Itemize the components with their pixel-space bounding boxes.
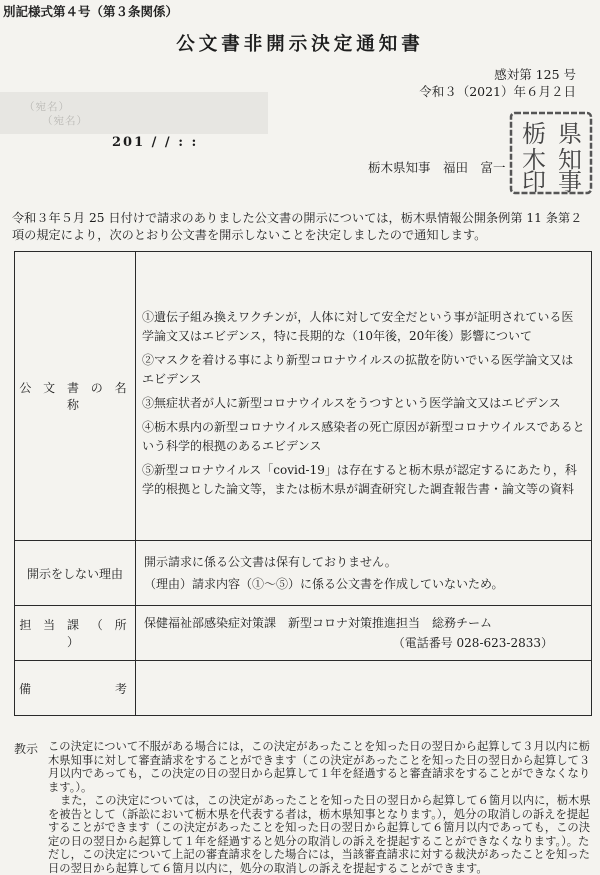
- reason-label: 開示をしない理由: [15, 541, 136, 606]
- svg-text:知: 知: [558, 146, 582, 174]
- list-item: ①遺伝子組み換えワクチンが，人体に対して安全だという事が証明されている医学論文又はエビデンス，特に長期的な（10年後，20年後）影響について: [142, 310, 574, 343]
- sender-name: 栃木県知事 福田 富一: [368, 160, 506, 175]
- department-value: 保健福祉部感染症対策課 新型コロナ対策推進担当 総務チーム: [144, 616, 493, 630]
- addressee-faint-line: （宛名）: [24, 101, 70, 113]
- instructions-paragraph-2: また，この決定については，この決定があったことを知った日の翌日から起算して６箇月以内に，栃木県を被告として（訴訟において栃木県を代表する者は，栃木県知事となります。），処分の取消しの訴えを提起することができます（この決定があったことを知った日の翌日から起算して６箇月以内であっても，この決定の日の翌日から起算して１年を経過すると処分の取消しの訴えを提起することができなくなります。）。ただし，この決定について上記の審査請求をした場合には，当該審査請求に対する裁決があったことを知った日の翌日から起算して６箇月以内に，処分の取消しの訴えを提起することができます。: [48, 794, 591, 875]
- form-label: 別記様式第４号（第３条関係）: [3, 4, 179, 19]
- svg-text:木: 木: [522, 146, 546, 174]
- table-row-remarks: [15, 661, 592, 716]
- document-name-list: [136, 252, 592, 541]
- intro-paragraph: 令和３年５月 25 日付けで請求のありました公文書の開示については，栃木県情報公開条例第 11 条第２項の規定により，次のとおり公文書を開示しないことを決定しましたので通知します。: [12, 211, 583, 242]
- svg-text:栃: 栃: [522, 120, 546, 148]
- table-row-department: [15, 606, 592, 661]
- list-item: ④栃木県内の新型コロナウイルス感染者の死亡原因が新型コロナウイルスであるという科学的根拠のあるエビデンス: [142, 420, 585, 453]
- reason-detail: （理由）請求内容（①〜⑤）に係る公文書を作成していないため。: [144, 577, 504, 591]
- table-row-reason: [15, 541, 592, 606]
- list-item: ③無症状者が人に新型コロナウイルスをうつすという医学論文又はエビデンス: [142, 396, 561, 410]
- addressee-faint-line-2: （宛名）: [42, 115, 88, 127]
- remarks-value: [136, 661, 592, 716]
- department-cell: [136, 606, 592, 661]
- svg-text:印: 印: [522, 168, 546, 196]
- page-title: 公文書非開示決定通知書: [176, 34, 424, 55]
- svg-text:事: 事: [558, 168, 582, 196]
- table-row-document-name: [15, 252, 592, 541]
- decision-table: [14, 251, 592, 716]
- reason-text: 開示請求に係る公文書は保有しておりません。: [144, 555, 397, 569]
- department-label: 担 当 課 （ 所 ）: [15, 606, 136, 661]
- instructions-text: [48, 740, 592, 875]
- instructions-label: 教示: [14, 742, 39, 756]
- remarks-label: 備 考: [15, 661, 136, 716]
- instructions-paragraph-1: この決定について不服がある場合には，この決定があったことを知った日の翌日から起算して３月以内に栃木県知事に対して審査請求をすることができます（この決定があったことを知った日の翌日から起算して３月以内であっても，この決定の日の翌日から起算して１年を経過すると審査請求をすることができなくなります。）。: [48, 740, 591, 794]
- list-item: ⑤新型コロナウイルス「covid-19」は存在すると栃木県が認定するにあたり，科学的根拠とした論文等，または栃木県が調査研究した調査報告書・論文等の資料: [142, 463, 577, 496]
- received-stamp-date: 201 / / : :: [112, 135, 199, 150]
- reason-cell: [136, 541, 592, 606]
- document-name-label: 公 文 書 の 名 称: [15, 252, 136, 541]
- official-seal: [508, 110, 594, 196]
- svg-text:県: 県: [558, 120, 582, 148]
- document-number: 感対第 125 号: [494, 67, 576, 82]
- document-date: 令和３（2021）年６月２日: [419, 84, 576, 99]
- list-item: ②マスクを着ける事により新型コロナウイルスの拡散を防いでいる医学論文又はエビデンス: [142, 353, 574, 386]
- phone-number: （電話番号 028-623-2833）: [392, 636, 553, 650]
